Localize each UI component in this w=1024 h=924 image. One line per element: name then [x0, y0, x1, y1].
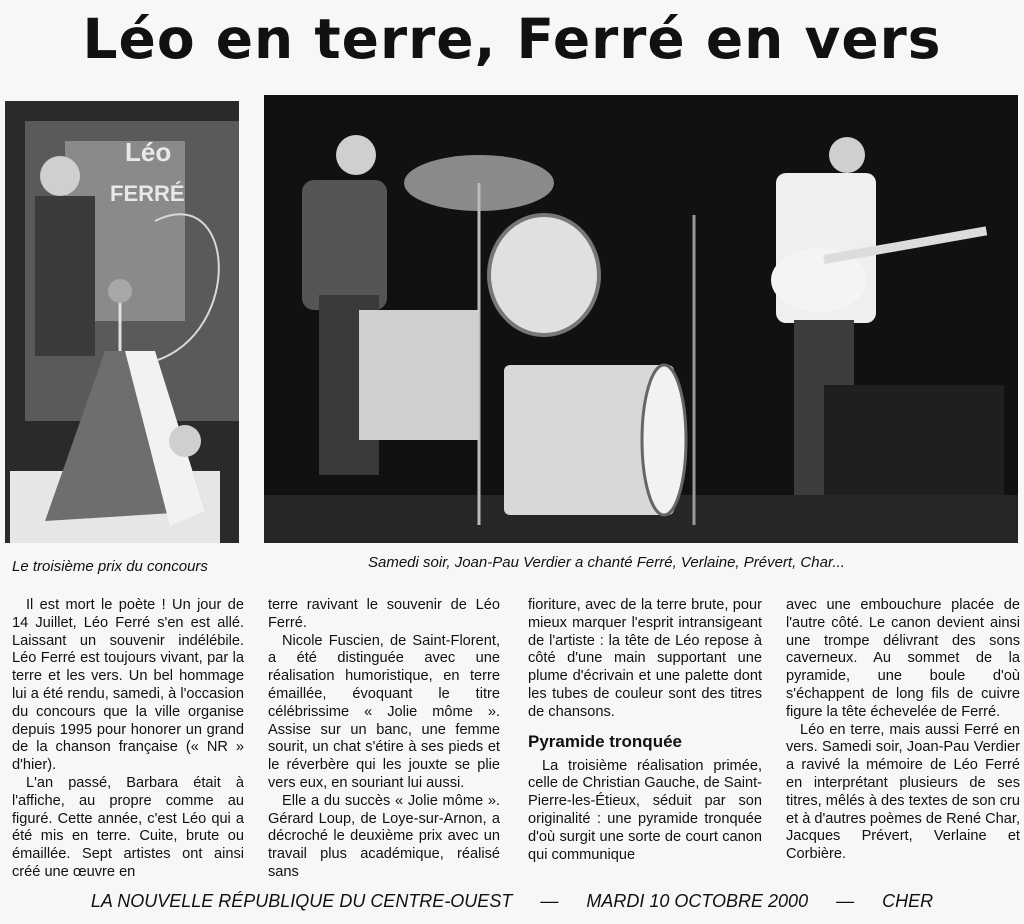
newspaper-name: LA NOUVELLE RÉPUBLIQUE DU CENTRE-OUEST [90, 890, 513, 911]
sign-text-leo: Léo [125, 137, 172, 167]
paragraph: La troisième réalisation primée, celle de Christian Gauche, de Saint-Pierre-les-Étieux, séduit par son originalité : une pyramide tronquée d'où surgit une sorte de court canon qui communique [528, 757, 762, 863]
paragraph: terre ravivant le souvenir de Léo Ferré. [268, 597, 500, 631]
paragraph: Léo en terre, mais aussi Ferré en vers. Samedi soir, Joan-Pau Verdier a ravivé la mémoire de Léo Ferré en interprétant plusieurs de ses titres, mêlés à des textes de son cru et à d'autres poèmes de René Char, Jacques Prévert, Verlaine et Corbière. [786, 721, 1020, 863]
paragraph: avec une embouchure placée de l'autre côté. Le canon devient ainsi une trompe délivrant des sons caverneux. Au sommet de la pyramide, une boule d'où s'échappent de long fils de cuivre figure la tête échevelée de Ferré. [786, 597, 1020, 720]
subheading: Pyramide tronquée [528, 731, 682, 751]
article-column-4 [786, 597, 1020, 864]
caption-left: Le troisième prix du concours [12, 558, 208, 575]
photo-sculpture-pyramid [5, 101, 239, 543]
paragraph: Elle a du succès « Jolie môme ». Gérard Loup, de Loye-sur-Arnon, a décroché le deuxième prix avec un travail plus académique, réalisé sans [268, 792, 500, 880]
region: CHER [882, 890, 934, 911]
separator: — [540, 890, 559, 911]
caption-right: Samedi soir, Joan-Pau Verdier a chanté Ferré, Verlaine, Prévert, Char... [368, 554, 845, 571]
article-column-1 [12, 597, 244, 882]
paragraph: Il est mort le poète ! Un jour de 14 Juillet, Léo Ferré s'en est allé. Laissant un souvenir indélébile. Léo Ferré est toujours vivant, par la terre et les vers. Un bel hommage lui a été rendu, samedi, à l'occasion du concours que la ville organise depuis 1995 pour honorer un grand de la chanson française (« NR » d'hier). [12, 597, 244, 774]
publication-date: MARDI 10 OCTOBRE 2000 [586, 890, 809, 911]
article-column-3 [528, 597, 762, 864]
headline: Léo en terre, Ferré en vers [82, 7, 942, 71]
page-footer [0, 886, 1024, 916]
sign-text-ferre: FERRÉ [110, 181, 185, 206]
article-column-2 [268, 597, 500, 882]
paragraph: L'an passé, Barbara était à l'affiche, au propre comme au figuré. Cette année, c'est Léo qui a été mis en terre. Cuite, brute ou émaillée. Sept artistes ont ainsi créé une œuvre en [12, 774, 244, 880]
paragraph: Nicole Fuscien, de Saint-Florent, a été distinguée avec une réalisation humoristique, en terre émaillée, évoquant le titre célébrissime « Jolie môme ». Assise sur un banc, une femme sourit, un chat s'étire à ses pieds et le réverbère qui les jouxte se plie vers eux, en souriant lui aussi. [268, 632, 500, 791]
paragraph: fioriture, avec de la terre brute, pour mieux marquer l'esprit intransigeant de l'artiste : la tête de Léo repose à côté d'une main supportant une plume d'écrivain et une palette dont les tubes de couleur sont des titres de chansons. [528, 597, 762, 720]
photo-concert [264, 95, 1018, 543]
sculpture-illustration [5, 101, 239, 543]
concert-illustration [264, 95, 1018, 543]
separator: — [836, 890, 855, 911]
